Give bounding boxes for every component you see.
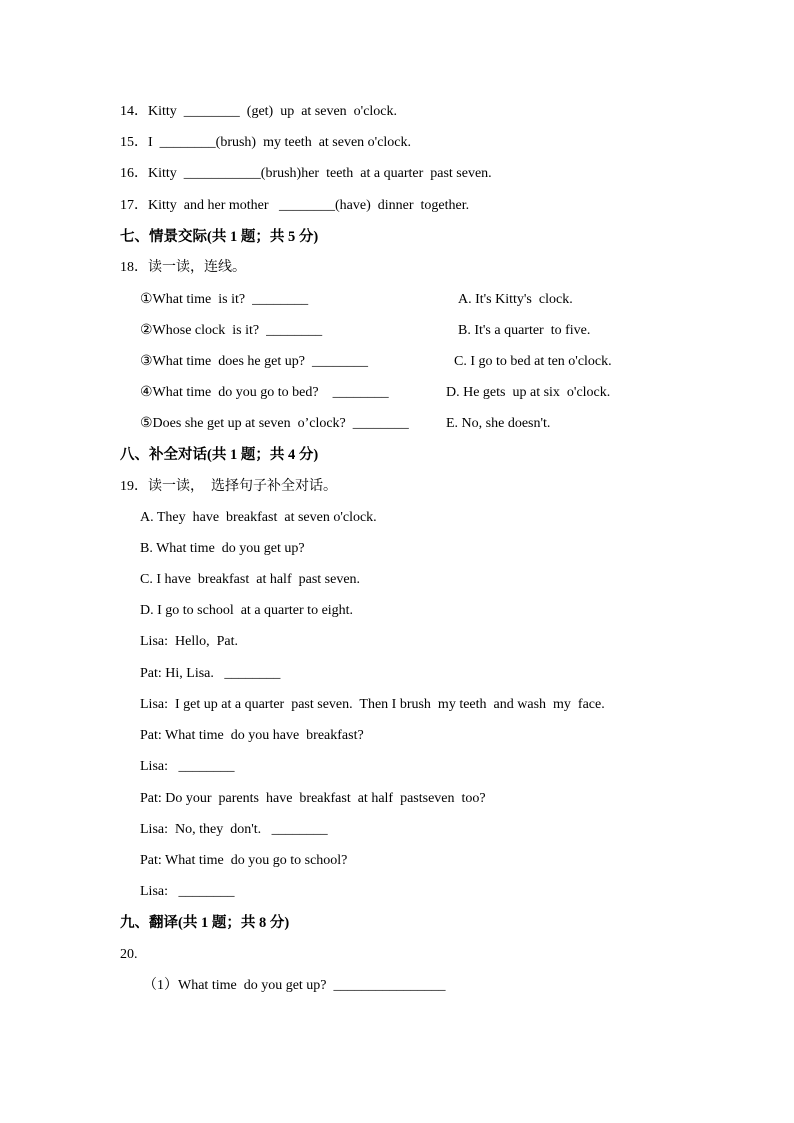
question-20-stem: 20. — [120, 947, 138, 962]
dialogue-line-3: Lisa: I get up at a quarter past seven. Then I brush my teeth and wash my face. — [140, 697, 605, 712]
match-left-1: ①What time is it? ________ — [140, 292, 309, 307]
dialogue-line-5: Lisa: ________ — [140, 759, 235, 774]
question-18-stem: 18．读一读，连线。 — [120, 260, 246, 275]
match-left-2: ②Whose clock is it? ________ — [140, 323, 323, 338]
dialogue-line-8: Pat: What time do you go to school? — [140, 853, 348, 868]
question-15: 15．I ________(brush) my teeth at seven o'clock. — [120, 135, 412, 150]
section-9-title: 九、翻译(共 1 题；共 8 分) — [120, 915, 290, 931]
dialogue-line-7: Lisa: No, they don't. ________ — [140, 822, 328, 837]
option-d: D. I go to school at a quarter to eight. — [140, 603, 354, 618]
match-left-3: ③What time does he get up? ________ — [140, 354, 368, 369]
dialogue-line-4: Pat: What time do you have breakfast? — [140, 728, 364, 743]
question-20-1: （1）What time do you get up? ________________ — [143, 978, 446, 993]
option-b: B. What time do you get up? — [140, 541, 305, 556]
match-left-4: ④What time do you go to bed? ________ — [140, 385, 389, 400]
question-19-stem: 19．读一读， 选择句子补全对话。 — [120, 479, 337, 494]
match-right-d: D. He gets up at six o'clock. — [446, 385, 611, 400]
match-right-c: C. I go to bed at ten o'clock. — [454, 354, 612, 369]
dialogue-line-9: Lisa: ________ — [140, 884, 235, 899]
dialogue-line-6: Pat: Do your parents have breakfast at half pastseven too? — [140, 791, 486, 806]
match-right-e: E. No, she doesn't. — [446, 416, 551, 431]
match-right-b: B. It's a quarter to five. — [458, 323, 591, 338]
section-8-title: 八、补全对话(共 1 题；共 4 分) — [120, 447, 319, 463]
option-c: C. I have breakfast at half past seven. — [140, 572, 361, 587]
dialogue-line-1: Lisa: Hello, Pat. — [140, 634, 238, 649]
question-16: 16．Kitty ___________(brush)her teeth at a quarter past seven. — [120, 166, 492, 181]
dialogue-line-2: Pat: Hi, Lisa. ________ — [140, 666, 281, 681]
question-14: 14．Kitty ________ (get) up at seven o'clock. — [120, 104, 398, 119]
section-7-title: 七、情景交际(共 1 题；共 5 分) — [120, 229, 319, 245]
question-17: 17．Kitty and her mother ________(have) dinner together. — [120, 198, 470, 213]
match-left-5: ⑤Does she get up at seven o’clock? ________ — [140, 416, 409, 431]
option-a: A. They have breakfast at seven o'clock. — [140, 510, 377, 525]
match-right-a: A. It's Kitty's clock. — [458, 292, 573, 307]
